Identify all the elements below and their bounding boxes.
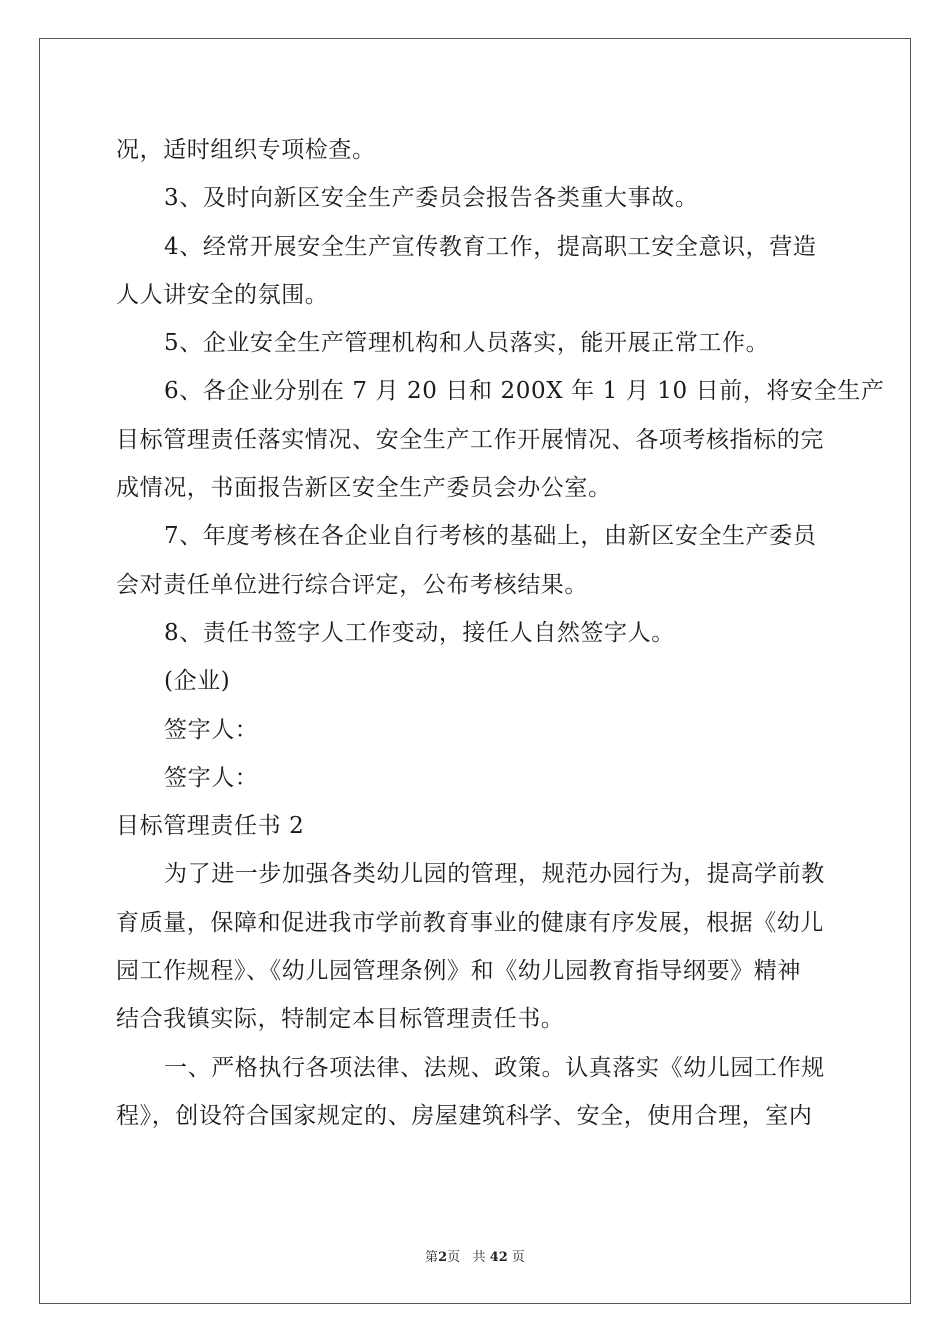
- footer-total-suffix: 页: [511, 1250, 525, 1265]
- text-line: 7、年度考核在各企业自行考核的基础上，由新区安全生产委员: [164, 523, 817, 550]
- text-line: 程》，创设符合国家规定的、房屋建筑科学、安全，使用合理，室内: [116, 1102, 813, 1129]
- text-line: 目标管理责任书 2: [116, 813, 305, 840]
- text-line: 8、责任书签字人工作变动，接任人自然签字人。: [164, 619, 675, 646]
- footer-page-suffix: 页: [447, 1250, 461, 1265]
- text-line: 会对责任单位进行综合评定，公布考核结果。: [116, 571, 588, 598]
- footer-total-prefix: 共: [472, 1250, 486, 1265]
- page-footer: [0, 1246, 950, 1265]
- text-line: 签字人：: [164, 764, 259, 791]
- footer-page-number: 2: [438, 1250, 448, 1265]
- text-line: 育质量，保障和促进我市学前教育事业的健康有序发展，根据《幼儿: [116, 909, 824, 936]
- footer-total-pages: 42: [489, 1250, 508, 1265]
- text-line: (企业): [164, 668, 231, 695]
- text-line: 签字人：: [164, 716, 259, 743]
- footer-page-prefix: 第: [425, 1250, 439, 1265]
- text-line: 成情况，书面报告新区安全生产委员会办公室。: [116, 475, 612, 502]
- text-line: 目标管理责任落实情况、安全生产工作开展情况、各项考核指标的完: [116, 426, 824, 453]
- text-line: 4、经常开展安全生产宣传教育工作，提高职工安全意识，营造: [164, 233, 817, 260]
- document-body: [116, 126, 885, 1140]
- text-line: 为了进一步加强各类幼儿园的管理，规范办园行为，提高学前教: [164, 861, 825, 888]
- text-line: 6、各企业分别在 7 月 20 日和 200X 年 1 月 10 日前，将安全生产: [164, 378, 885, 405]
- text-line: 3、及时向新区安全生产委员会报告各类重大事故。: [164, 185, 699, 212]
- text-line: 5、企业安全生产管理机构和人员落实，能开展正常工作。: [164, 330, 770, 357]
- text-line: 人人讲安全的氛围。: [116, 281, 329, 308]
- text-line: 园工作规程》、《幼儿园管理条例》和《幼儿园教育指导纲要》精神: [116, 958, 801, 985]
- text-line: 一、严格执行各项法律、法规、政策。认真落实《幼儿园工作规: [164, 1054, 825, 1081]
- text-line: 况，适时组织专项检查。: [116, 137, 376, 163]
- text-line: 结合我镇实际，特制定本目标管理责任书。: [116, 1006, 565, 1033]
